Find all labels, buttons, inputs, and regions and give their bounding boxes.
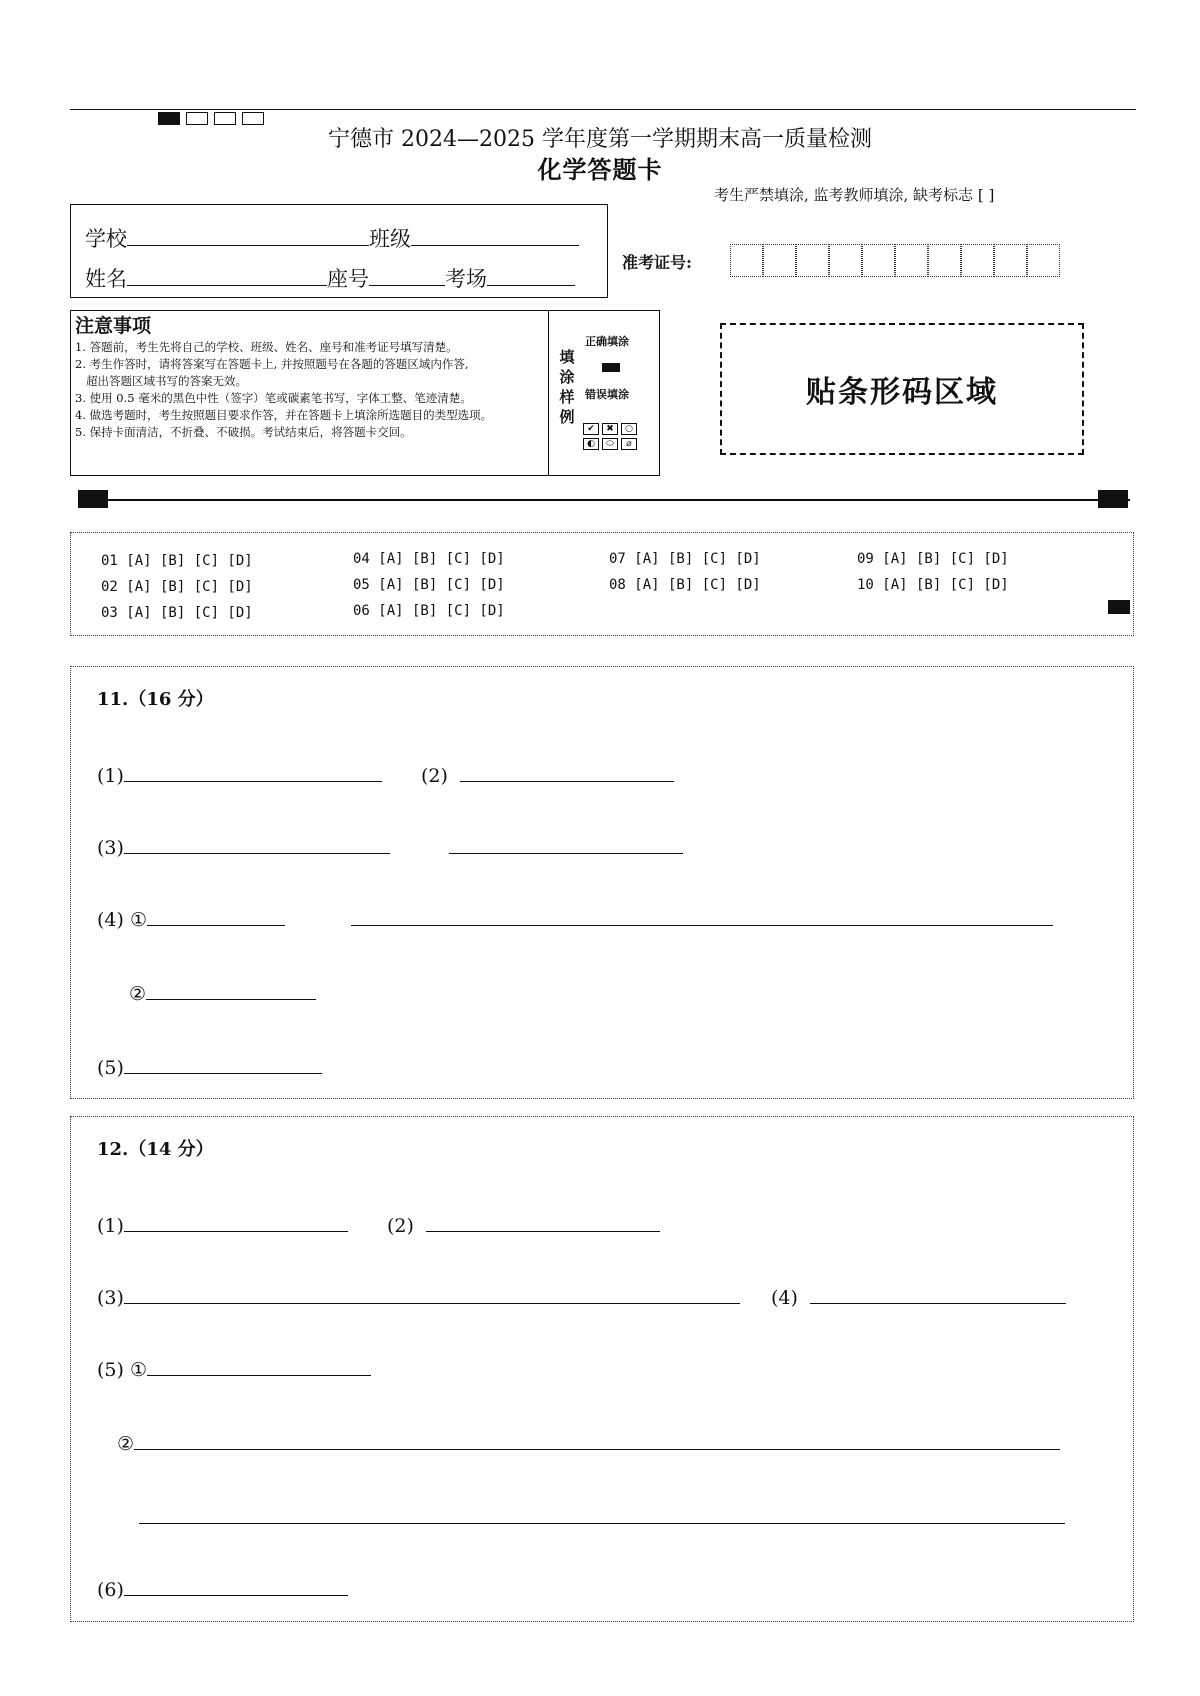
wrong-fill-half-icon: ◐ [583, 438, 599, 450]
q11-part-1 [97, 759, 382, 787]
wrong-fill-row [583, 423, 637, 435]
correct-fill-label: 正确填涂 [585, 335, 629, 348]
q12-answer-5-2b[interactable] [139, 1523, 1065, 1524]
room-field[interactable] [487, 265, 575, 286]
mc-question-01[interactable]: 01 [A] [B] [C] [D] [101, 553, 253, 569]
q11-part-1-label: (1) [97, 765, 124, 787]
class-label: 班级 [369, 227, 411, 251]
room-label: 考场 [445, 267, 487, 291]
q11-answer-4-2[interactable] [146, 977, 316, 1000]
seat-field[interactable] [369, 265, 445, 286]
notice-item: 2. 考生作答时，请将答案写在答题卡上, 并按照题号在各题的答题区域内作答, [75, 357, 469, 371]
q12-answer-4[interactable] [810, 1281, 1066, 1304]
class-field[interactable] [411, 225, 579, 246]
q12-answer-3[interactable] [124, 1281, 740, 1304]
separator-mark-left [78, 490, 108, 508]
q12-part-4 [771, 1281, 1066, 1309]
fill-example [549, 311, 659, 475]
q12-part-1-label: (1) [97, 1215, 124, 1237]
ticket-digit-box[interactable] [862, 244, 895, 277]
notice-title: 注意事项 [75, 315, 152, 337]
q12-part-5-label: (5) ① [97, 1359, 147, 1381]
q12-part-2-label: (2) [387, 1215, 414, 1237]
ticket-digit-box[interactable] [928, 244, 961, 277]
wrong-fill-row [583, 438, 637, 450]
q11-answer-4-1b[interactable] [351, 925, 1053, 926]
q11-part-5 [97, 1051, 322, 1079]
ticket-number-label: 准考证号: [622, 253, 692, 272]
top-rule [70, 109, 1136, 110]
q12-part-5b-label: ② [117, 1433, 135, 1455]
mc-question-04[interactable]: 04 [A] [B] [C] [D] [353, 551, 505, 567]
school-label: 学校 [85, 227, 127, 251]
q11-part-5-label: (5) [97, 1057, 124, 1079]
wrong-fill-oval-icon: ⬭ [602, 438, 618, 450]
mc-question-08[interactable]: 08 [A] [B] [C] [D] [609, 577, 761, 593]
q11-part-2 [421, 759, 674, 787]
mc-question-02[interactable]: 02 [A] [B] [C] [D] [101, 579, 253, 595]
q12-part-5 [97, 1353, 371, 1381]
notice-item: 5. 保持卡面清洁，不折叠、不破损。考试结束后，将答题卡交回。 [75, 425, 412, 439]
q12-answer-2[interactable] [426, 1209, 660, 1232]
notice-box [70, 310, 660, 476]
wrong-fill-check-icon: ✔ [583, 423, 599, 435]
mc-question-10[interactable]: 10 [A] [B] [C] [D] [857, 577, 1009, 593]
question-12-heading: 12.（14 分） [97, 1139, 214, 1160]
mc-question-05[interactable]: 05 [A] [B] [C] [D] [353, 577, 505, 593]
mc-question-07[interactable]: 07 [A] [B] [C] [D] [609, 551, 761, 567]
ticket-digit-box[interactable] [961, 244, 994, 277]
ticket-digit-box[interactable] [763, 244, 796, 277]
ticket-digit-box[interactable] [895, 244, 928, 277]
q11-part-3 [97, 831, 390, 859]
q12-part-1 [97, 1209, 348, 1237]
school-field[interactable] [127, 225, 369, 246]
q11-part-3-label: (3) [97, 837, 124, 859]
q11-part-4b-label: ② [129, 983, 147, 1005]
info-row-1 [85, 223, 579, 253]
seat-label: 座号 [327, 267, 369, 291]
q12-part-3-label: (3) [97, 1287, 124, 1309]
separator-line [78, 499, 1130, 501]
notice-item: 3. 使用 0.5 毫米的黑色中性（签字）笔或碳素笔书写，字体工整、笔迹清楚。 [75, 391, 472, 405]
absent-note: 考生严禁填涂, 监考教师填涂, 缺考标志 [ ] [714, 186, 995, 204]
q12-answer-6[interactable] [124, 1573, 348, 1596]
separator-mark-right [1098, 490, 1128, 508]
ticket-digit-box[interactable] [1027, 244, 1060, 277]
q12-part-6-label: (6) [97, 1579, 124, 1601]
notice-list [71, 311, 549, 475]
name-field[interactable] [127, 265, 327, 286]
notice-item: 超出答题区域书写的答案无效。 [75, 374, 247, 388]
info-row-2 [85, 263, 575, 293]
question-12-box [70, 1116, 1134, 1622]
q11-answer-2[interactable] [460, 759, 674, 782]
question-11-box [70, 666, 1134, 1099]
q11-answer-4-1a[interactable] [147, 903, 285, 926]
notice-item: 4. 做选考题时，考生按照题目要求作答，并在答题卡上填涂所选题目的类型选项。 [75, 408, 493, 422]
student-info-box [70, 204, 608, 298]
q12-part-4-label: (4) [771, 1287, 798, 1309]
q11-answer-3b[interactable] [449, 853, 683, 854]
question-11-heading: 11.（16 分） [97, 689, 214, 710]
q12-answer-5-1[interactable] [147, 1353, 371, 1376]
wrong-fill-label: 错误填涂 [585, 388, 629, 401]
wrong-fill-cross-icon: ✖ [602, 423, 618, 435]
q11-part-4b [129, 977, 316, 1005]
ticket-digit-box[interactable] [796, 244, 829, 277]
wrong-fill-circle-icon: ○ [621, 423, 637, 435]
ticket-number-boxes [730, 244, 1060, 277]
q12-part-5b [117, 1427, 1060, 1455]
correct-fill-mark [602, 363, 620, 372]
q11-answer-5[interactable] [124, 1051, 322, 1074]
multiple-choice-box [70, 532, 1134, 636]
mc-question-06[interactable]: 06 [A] [B] [C] [D] [353, 603, 505, 619]
mc-question-09[interactable]: 09 [A] [B] [C] [D] [857, 551, 1009, 567]
q11-part-4-label: (4) ① [97, 909, 147, 931]
q12-answer-1[interactable] [124, 1209, 348, 1232]
exam-title: 宁德市 2024—2025 学年度第一学期期末高一质量检测 [328, 127, 872, 152]
q11-answer-1[interactable] [124, 759, 382, 782]
q12-part-3 [97, 1281, 740, 1309]
barcode-area: 贴条形码区域 [720, 323, 1084, 455]
ticket-digit-box[interactable] [994, 244, 1027, 277]
q11-part-2-label: (2) [421, 765, 448, 787]
name-label: 姓名 [85, 267, 127, 291]
q12-answer-5-2a[interactable] [134, 1427, 1060, 1450]
ticket-digit-box[interactable] [829, 244, 862, 277]
ticket-digit-box[interactable] [730, 244, 763, 277]
mc-alignment-mark [1108, 600, 1130, 614]
wrong-fill-slash-icon: ⌀ [621, 438, 637, 450]
mc-question-03[interactable]: 03 [A] [B] [C] [D] [101, 605, 253, 621]
q11-answer-3a[interactable] [124, 831, 390, 854]
notice-item: 1. 答题前，考生先将自己的学校、班级、姓名、座号和准考证号填写清楚。 [75, 340, 458, 354]
exam-subtitle: 化学答题卡 [537, 155, 663, 184]
q12-part-2 [387, 1209, 660, 1237]
fill-example-label: 填涂样例 [559, 348, 575, 426]
q12-part-6 [97, 1573, 348, 1601]
q11-part-4 [97, 903, 285, 931]
